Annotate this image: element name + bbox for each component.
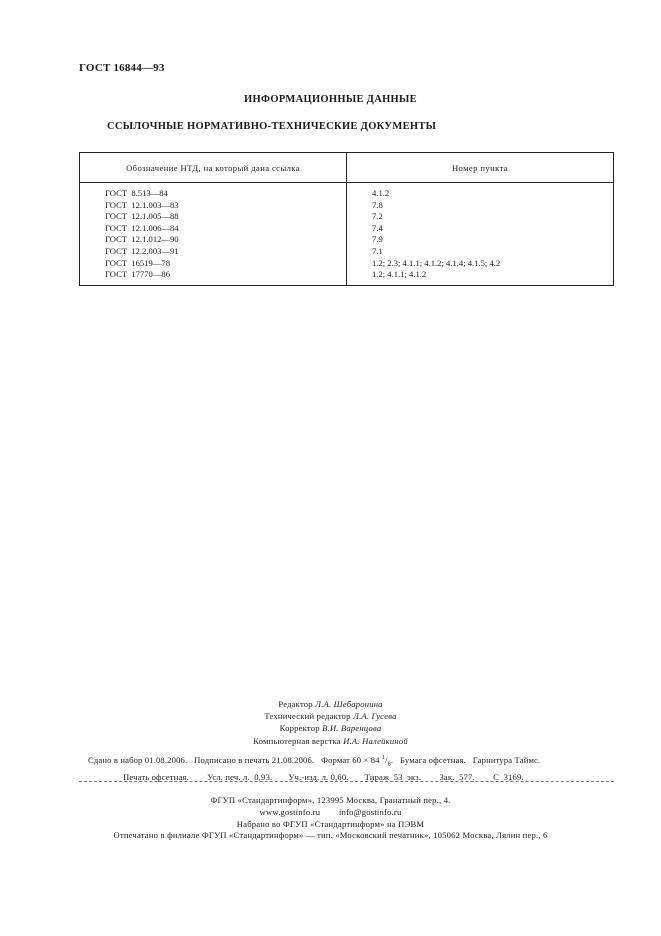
- publisher-line: ФГУП «Стандартинформ», 123995 Москва, Гранатный пер., 4.: [210, 795, 451, 805]
- clause-column: [347, 183, 614, 286]
- table-cell-clause: 7.2: [372, 211, 383, 222]
- credit-name: В.И. Варенцова: [322, 723, 382, 734]
- format-fraction-denominator: 8: [387, 761, 391, 768]
- publisher-line: Набрано во ФГУП «Стандартинформ» на ПЭВМ: [236, 818, 425, 829]
- doc-column: [80, 183, 347, 286]
- table-cell-doc: ГОСТ 12.2.003—91: [105, 245, 179, 256]
- column-header-doc: Обозначение НТД, на который дана ссылка: [80, 153, 347, 183]
- print-imprint: [88, 752, 608, 783]
- subsection-title: ССЫЛОЧНЫЕ НОРМАТИВНО-ТЕХНИЧЕСКИЕ ДОКУМЕНТЫ: [107, 121, 437, 132]
- doc-number: ГОСТ 16844—93: [79, 62, 165, 74]
- credit-label: Корректор: [279, 723, 320, 734]
- column-header-clause: Номер пункта: [347, 153, 614, 183]
- imprint-row-2: Печать офсетная. Усл. печ. л. 0,93. Уч.-изд. л. 0,60. Тираж 53 экз. Зак. 577. С 3169.: [123, 771, 524, 782]
- credit-name: И.А. Налейкиной: [343, 735, 408, 746]
- format-fraction-numerator: 1: [381, 755, 386, 761]
- publisher-line: Отпечатано в филиале ФГУП «Стандартинформ» — тип. «Московский печатник», 105062 Москва, Лялин пер., 6: [113, 830, 548, 841]
- format-fraction-slash: /: [385, 754, 388, 765]
- publisher-info: [0, 795, 661, 842]
- editorial-credits: [0, 698, 661, 747]
- table-body-row: [80, 183, 614, 286]
- divider-line: [79, 781, 614, 782]
- table-cell-doc: ГОСТ 17770—86: [105, 269, 171, 280]
- credit-tech-editor: [0, 710, 661, 722]
- table-cell-clause: 1.2; 4.1.1; 4.1.2: [372, 269, 427, 280]
- table-cell-clause: 1.2; 2.3; 4.1.1; 4.1.2; 4.1.4; 4.1.5; 4.2: [372, 257, 501, 268]
- table-header-row: [80, 153, 614, 183]
- table-cell-doc: ГОСТ 12.1.006—84: [105, 222, 179, 233]
- credit-name: Л.А. Шебаронина: [315, 699, 383, 709]
- credit-layout: [0, 735, 661, 747]
- credit-name: Л.А. Гусева: [353, 711, 397, 722]
- section-title: ИНФОРМАЦИОННЫЕ ДАННЫЕ: [244, 94, 417, 105]
- credit-label: Технический редактор: [264, 711, 351, 722]
- credit-proofreader: [0, 722, 661, 734]
- table-cell-doc: ГОСТ 12.1.005—88: [105, 211, 179, 222]
- imprint-text: Сдано в набор 01.08.2006. Подписано в печать 21.08.2006. Формат 60 × 84: [88, 754, 382, 765]
- table-cell-clause: 7.8: [372, 199, 383, 210]
- imprint-row-1: [88, 752, 608, 771]
- table-cell-clause: 7.9: [372, 234, 383, 245]
- table-cell-clause: 7.1: [372, 245, 383, 256]
- table-cell-doc: ГОСТ 12.1.012—90: [105, 234, 179, 245]
- references-table: [79, 152, 614, 286]
- credit-editor: [0, 698, 661, 710]
- credit-label: Компьютерная верстка: [253, 735, 341, 746]
- table-cell-doc: ГОСТ 16519—78: [105, 257, 171, 268]
- table-cell-clause: 7.4: [372, 222, 383, 233]
- table-cell-clause: 4.1.2: [372, 188, 390, 198]
- credit-label: Редактор: [278, 699, 313, 709]
- imprint-text: . Бумага офсетная. Гарнитура Таймс.: [390, 754, 541, 765]
- table-cell-doc: ГОСТ 12.1.003—83: [105, 199, 179, 210]
- publisher-line: www.gostinfo.ru info@gostinfo.ru: [259, 806, 402, 817]
- table-cell-doc: ГОСТ 8.513—84: [105, 188, 168, 198]
